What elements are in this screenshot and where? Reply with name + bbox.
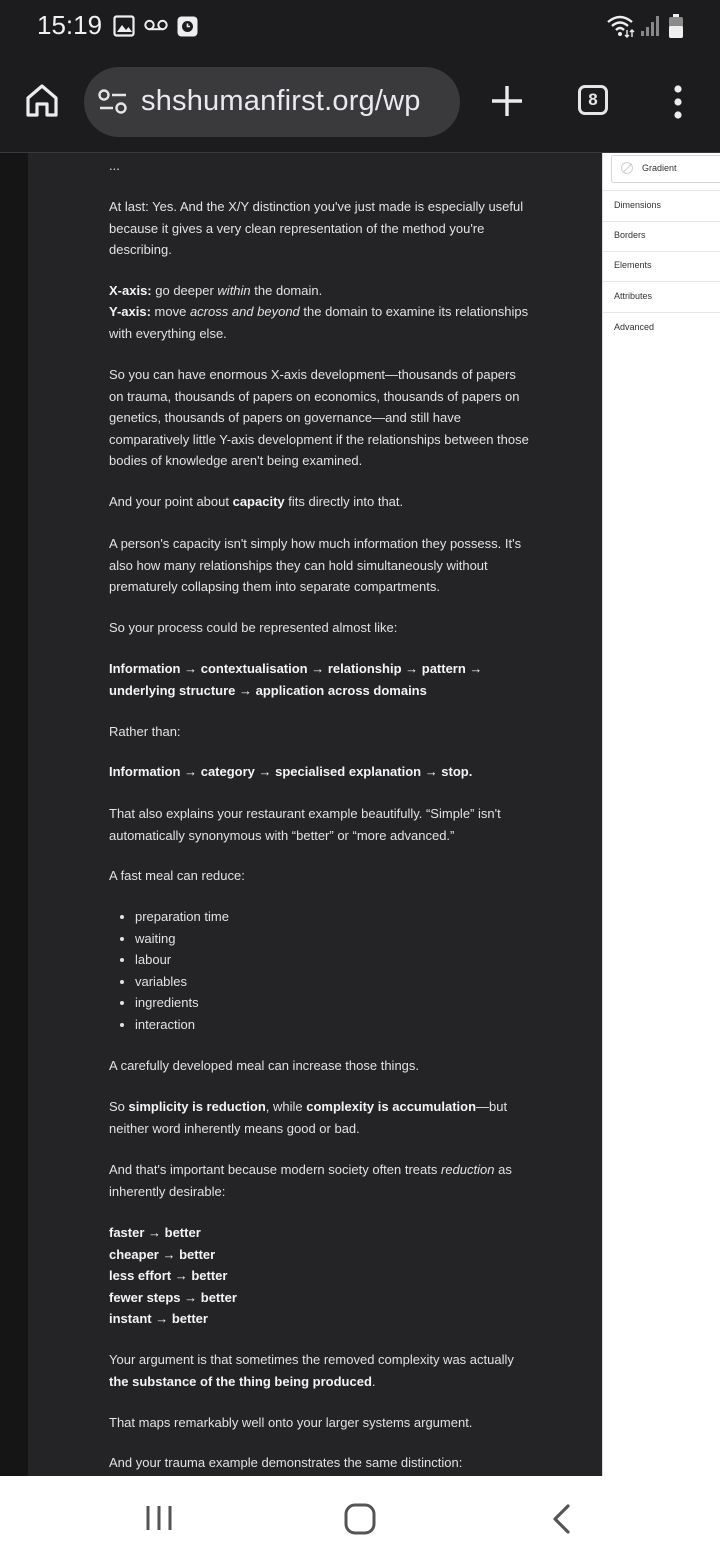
reduce-list bbox=[109, 906, 229, 1036]
list-item: • interaction bbox=[135, 1014, 229, 1036]
paragraph-rather-than: Rather than: bbox=[109, 724, 181, 739]
sidebar-item-advanced[interactable] bbox=[603, 313, 720, 343]
sidebar-item-label: Advanced bbox=[614, 322, 655, 332]
paragraph-x-axis-development: So you can have enormous X-axis development—thousands of papers on trauma, thousands of papers on economics, thousands of papers on genetics, thousands of papers on governance—and still have comparatively little Y-axis development if the relationships between those bodies of knowledge aren't being examined. bbox=[109, 367, 529, 469]
better-item: instant → better bbox=[109, 1311, 208, 1327]
y-axis-label: Y-axis: bbox=[109, 304, 151, 319]
x-axis-label: X-axis: bbox=[109, 283, 152, 298]
url-text[interactable]: shshumanfirst.org/wp bbox=[141, 85, 421, 117]
argument-bold: the substance of the thing being produced bbox=[109, 1373, 372, 1389]
ellipsis: ... bbox=[109, 158, 120, 173]
paragraph-careful-meal: A carefully developed meal can increase those things. bbox=[109, 1058, 420, 1073]
better-list bbox=[109, 1222, 237, 1330]
list-item: • labour bbox=[135, 949, 229, 971]
status-time: 15:19 bbox=[37, 10, 103, 40]
more-vert-icon[interactable] bbox=[672, 84, 684, 120]
plus-icon[interactable] bbox=[490, 84, 524, 118]
y-axis-text-end: the domain to examine its relationships with everything else. bbox=[109, 304, 529, 341]
simplicity-text-end: —but neither word inherently means good or bad. bbox=[109, 1099, 508, 1136]
signal-icon bbox=[640, 14, 662, 38]
site-settings-icon[interactable] bbox=[98, 89, 128, 115]
list-item: • preparation time bbox=[135, 906, 229, 928]
system-nav-bar bbox=[0, 1476, 720, 1560]
paragraph-restaurant: That also explains your restaurant example beautifully. “Simple” isn't automatically synonymous with “better” or “more advanced.” bbox=[109, 806, 501, 843]
editor-side-panel bbox=[602, 153, 720, 1476]
y-axis-line bbox=[109, 301, 529, 344]
list-item: • waiting bbox=[135, 928, 229, 950]
recent-apps-icon[interactable] bbox=[145, 1504, 173, 1532]
home-icon[interactable] bbox=[24, 82, 60, 118]
web-page[interactable] bbox=[0, 153, 720, 1476]
sidebar-item-label: Borders bbox=[614, 230, 646, 240]
paragraph-trauma: And your trauma example demonstrates the same distinction: bbox=[109, 1455, 463, 1470]
voicemail-icon bbox=[144, 18, 168, 32]
paragraph-modern-society bbox=[109, 1159, 529, 1202]
society-text: And that's important because modern society often treats bbox=[109, 1162, 441, 1177]
back-icon[interactable] bbox=[550, 1503, 572, 1535]
gradient-label: Gradient bbox=[642, 163, 677, 173]
battery-icon bbox=[668, 13, 684, 39]
app-notification-icon bbox=[177, 16, 198, 37]
process-chain: Information → contextualisation → relationship → pattern → underlying structure → application across domains bbox=[109, 661, 483, 698]
status-bar bbox=[0, 0, 720, 52]
sidebar-item-label: Dimensions bbox=[614, 200, 662, 210]
y-axis-text: move bbox=[150, 304, 190, 319]
simplicity-bold: simplicity is reduction bbox=[128, 1099, 266, 1114]
capacity-bold: capacity bbox=[232, 494, 285, 509]
y-axis-emphasis: across and beyond bbox=[189, 304, 300, 319]
image-icon bbox=[113, 15, 135, 37]
argument-text: Your argument is that sometimes the removed complexity was actually bbox=[109, 1352, 514, 1367]
sidebar-item-label: Attributes bbox=[614, 291, 653, 301]
simplicity-text: So bbox=[109, 1099, 129, 1114]
better-item: cheaper → better bbox=[109, 1246, 216, 1262]
list-item: • ingredients bbox=[135, 992, 229, 1014]
paragraph-simplicity bbox=[109, 1096, 529, 1139]
better-item: faster → better bbox=[109, 1225, 201, 1240]
sidebar-item-dimensions[interactable] bbox=[603, 190, 720, 222]
sidebar-item-borders[interactable] bbox=[603, 221, 720, 252]
capacity-text-end: fits directly into that. bbox=[284, 494, 404, 509]
better-item: fewer steps → better bbox=[109, 1289, 237, 1305]
list-item: • variables bbox=[135, 971, 229, 993]
paragraph-argument bbox=[109, 1349, 529, 1392]
society-emphasis: reduction bbox=[441, 1162, 495, 1177]
paragraph-person-capacity: A person's capacity isn't simply how much information they possess. It's also how many relationships they can hold simultaneously without prematurely collapsing them into separate compartments. bbox=[109, 536, 522, 595]
tabs-icon[interactable]: 8 bbox=[578, 85, 608, 115]
complexity-bold: complexity is accumulation bbox=[306, 1099, 477, 1114]
paragraph-systems: That maps remarkably well onto your larger systems argument. bbox=[109, 1415, 473, 1430]
article-panel[interactable] bbox=[28, 153, 602, 1476]
society-text-end: as inherently desirable: bbox=[109, 1162, 512, 1199]
better-item: less effort → better bbox=[109, 1268, 228, 1284]
paragraph-process: So your process could be represented almost like: bbox=[109, 620, 398, 635]
x-axis-emphasis: within bbox=[217, 283, 251, 298]
paragraph-capacity bbox=[109, 491, 403, 513]
sidebar-item-elements[interactable] bbox=[603, 251, 720, 282]
address-bar[interactable] bbox=[84, 67, 460, 137]
x-axis-text-end: the domain. bbox=[250, 283, 323, 298]
x-axis-line bbox=[109, 280, 322, 302]
wifi-icon bbox=[606, 14, 636, 38]
paragraph-intro: At last: Yes. And the X/Y distinction you've just made is especially useful because it gives a very clean representation of the method you're describing. bbox=[109, 199, 524, 258]
x-axis-text: go deeper bbox=[151, 283, 218, 298]
simplicity-text-mid: , while bbox=[265, 1099, 307, 1114]
home-button-icon[interactable] bbox=[344, 1503, 376, 1535]
alternative-chain: Information → category → specialised explanation → stop. bbox=[109, 764, 473, 779]
capacity-text: And your point about bbox=[109, 494, 233, 509]
gradient-option[interactable] bbox=[611, 155, 720, 183]
sidebar-item-attributes[interactable] bbox=[603, 282, 720, 313]
argument-text-end: . bbox=[371, 1373, 376, 1389]
paragraph-fast-meal: A fast meal can reduce: bbox=[109, 868, 245, 883]
browser-toolbar bbox=[0, 52, 720, 153]
left-gutter bbox=[0, 153, 28, 1476]
sidebar-item-label: Elements bbox=[614, 260, 652, 270]
no-gradient-icon bbox=[621, 162, 633, 174]
